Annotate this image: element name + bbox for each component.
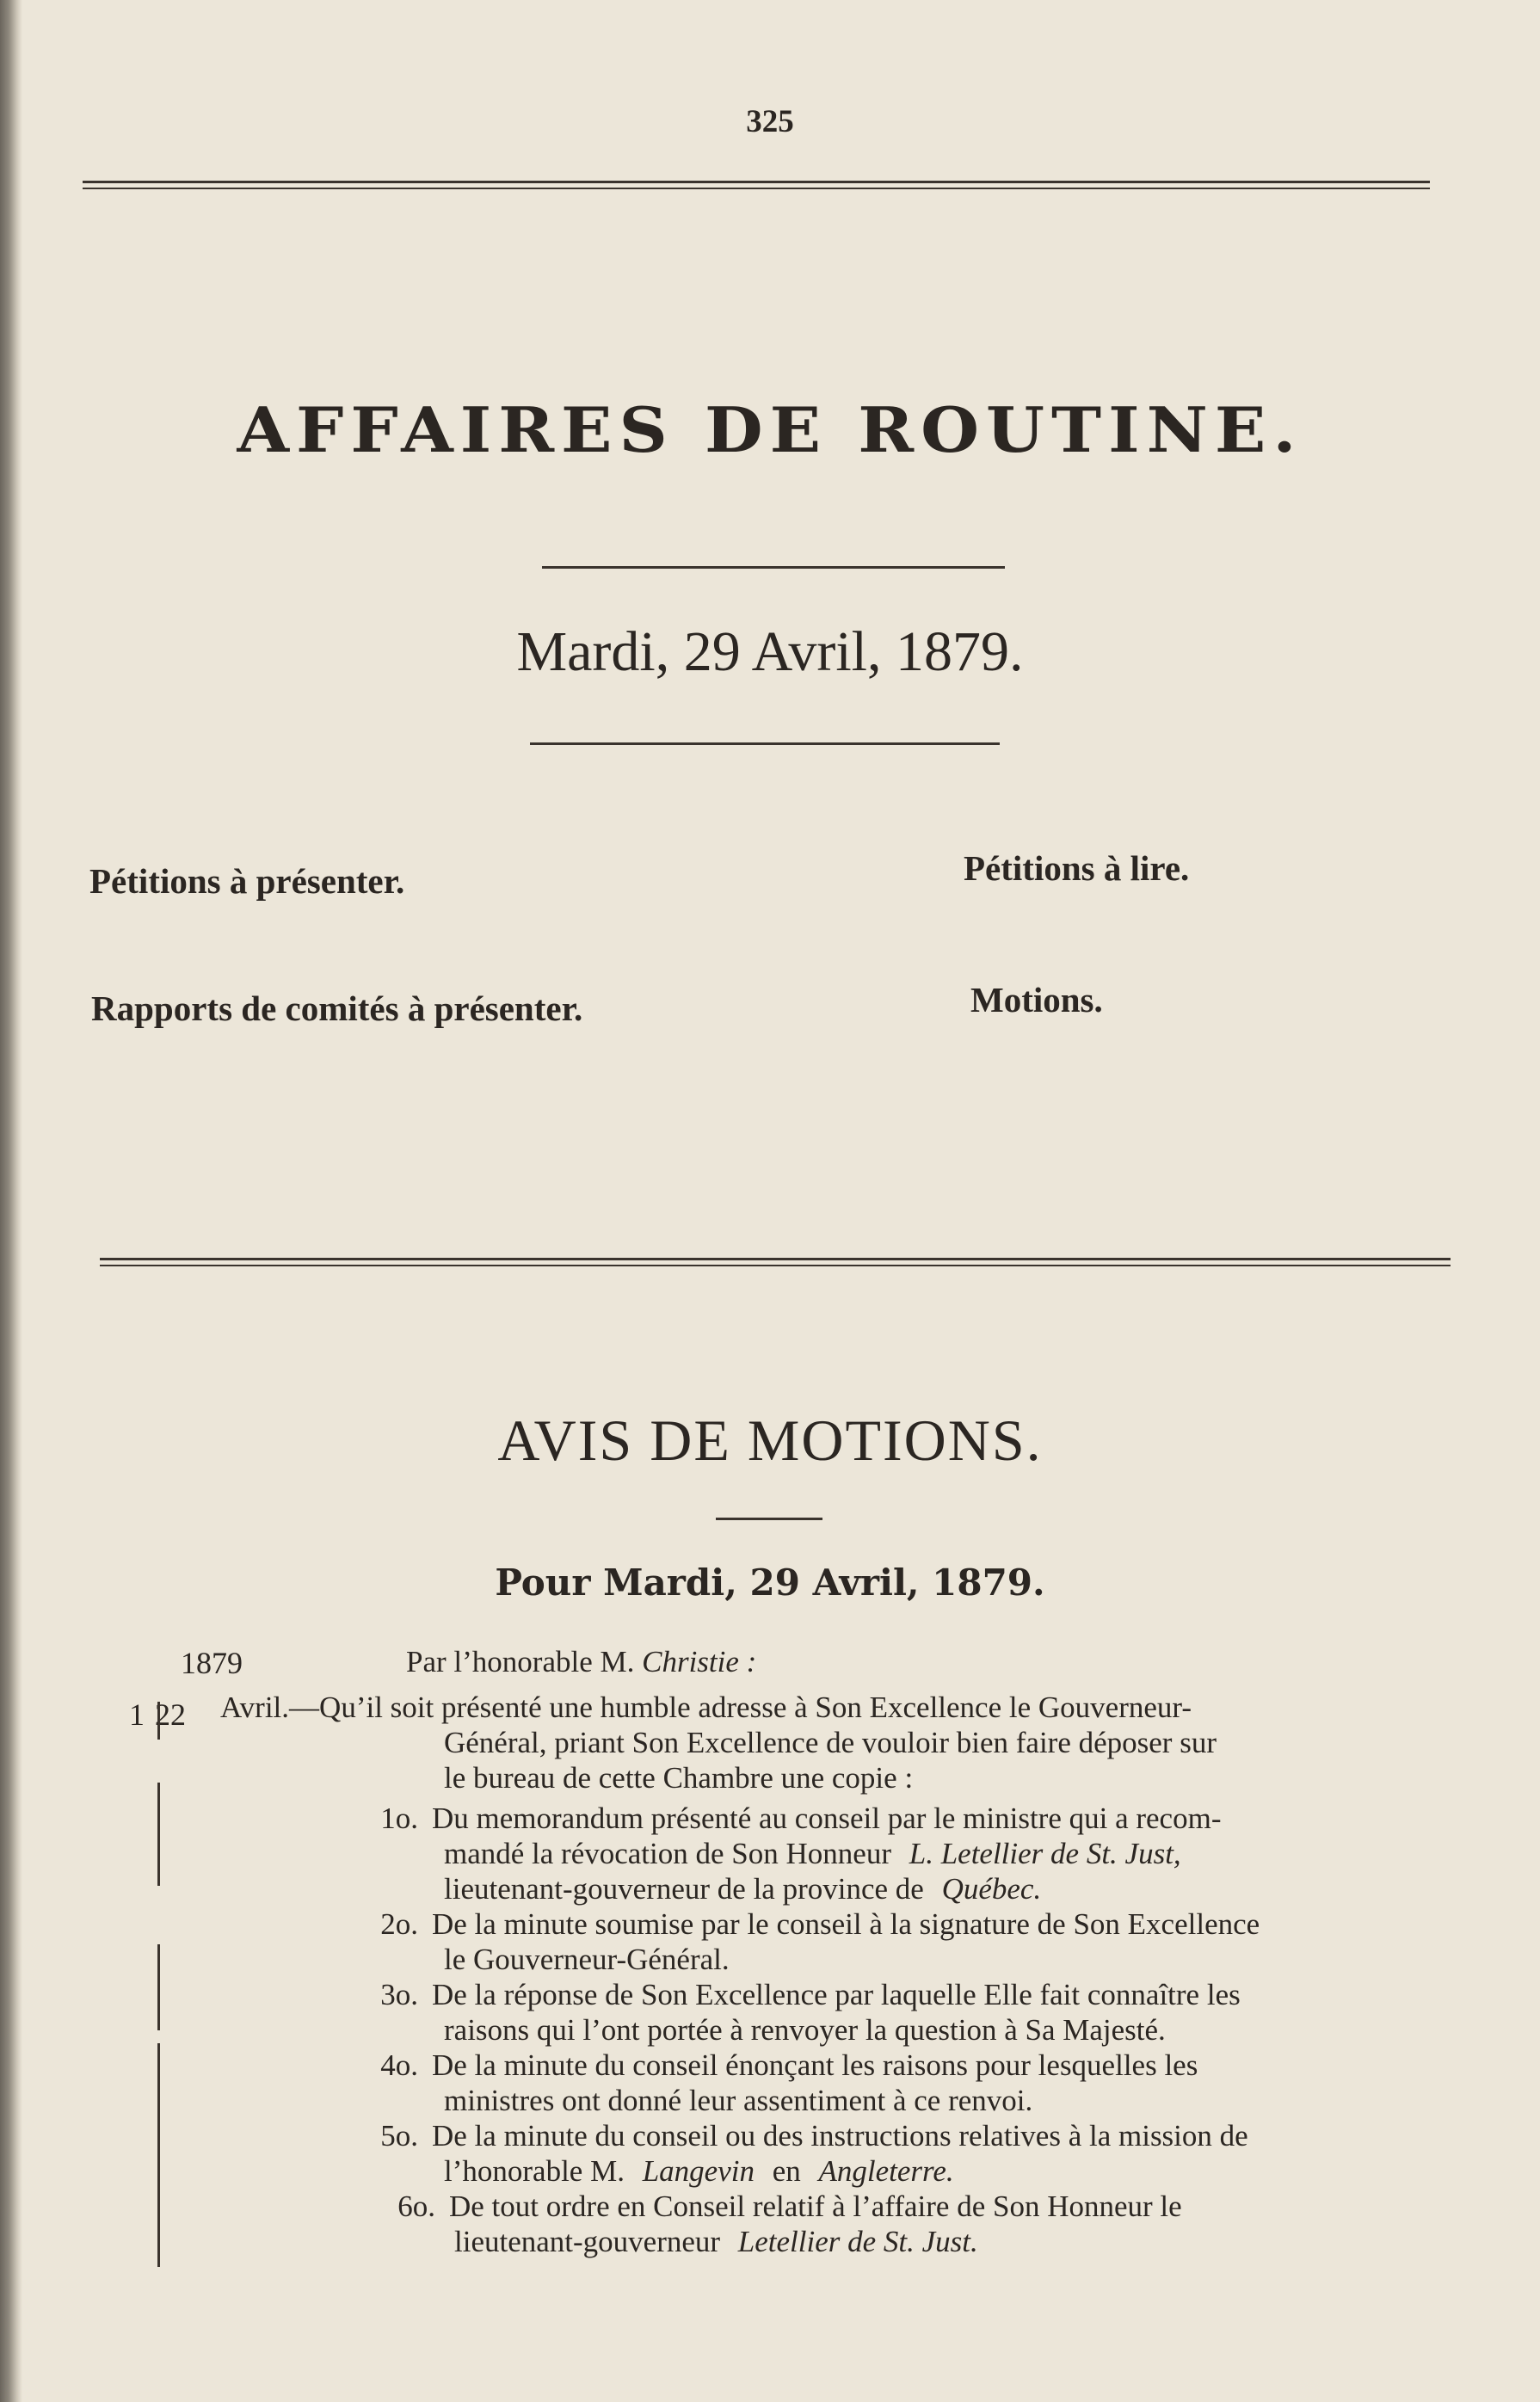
order-rapports-comites: Rapports de comités à présenter. — [91, 989, 583, 1028]
notice-item-1 — [353, 1802, 1454, 1836]
notice-item-5 — [353, 2119, 1454, 2153]
item-name: Letellier de St. Just. — [737, 2225, 978, 2258]
notice-first-line — [220, 1691, 1454, 1725]
notice-item-6-line-2 — [454, 2225, 1464, 2259]
notice-year: 1879 — [181, 1646, 243, 1680]
item-text: De la minute du conseil ou des instructions relatives à la mission de — [432, 2119, 1248, 2153]
avis-title: AVIS DE MOTIONS. — [497, 1407, 1043, 1473]
notice-text-line-3: le bureau de cette Chambre une copie : — [444, 1761, 914, 1795]
margin-bar-top — [157, 1702, 160, 1740]
item-name: L. Letellier de St. Just, — [909, 1837, 1181, 1870]
item-text: De la minute du conseil énonçant les raisons pour lesquelles les — [432, 2048, 1198, 2082]
page-number: 325 — [746, 104, 794, 139]
top-double-rule — [83, 181, 1430, 189]
item-number: 1o. — [380, 1802, 418, 1835]
item-number: 5o. — [380, 2119, 418, 2153]
mover-line — [406, 1645, 756, 1679]
item-text: en — [772, 2154, 801, 2188]
mover-name: Christie : — [642, 1645, 757, 1678]
item-text: De la réponse de Son Excellence par laquelle Elle fait connaître les — [432, 1978, 1241, 2011]
sitting-date: Mardi, 29 Avril, 1879. — [516, 620, 1024, 683]
notice-text-line-2: Général, priant Son Excellence de vouloir bien faire déposer sur — [444, 1726, 1217, 1759]
order-petitions-lire: Pétitions à lire. — [964, 848, 1190, 888]
margin-bar-2 — [157, 1783, 160, 1886]
item-number: 6o. — [397, 2190, 435, 2223]
notice-item-2-line-2: le Gouverneur-Général. — [444, 1943, 730, 1976]
notice-number: 1 — [129, 1697, 145, 1732]
notice-item-2 — [353, 1907, 1454, 1942]
notice-item-3-line-2: raisons qui l’ont portée à renvoyer la question à Sa Majesté. — [444, 2013, 1166, 2047]
page-binding-edge — [0, 0, 22, 2402]
avis-rule — [716, 1518, 822, 1520]
notice-item-4 — [353, 2048, 1454, 2083]
mover-prefix: Par l’honorable M. — [406, 1645, 635, 1678]
margin-bar-3 — [157, 1944, 160, 2030]
notice-date: 22 — [155, 1697, 186, 1732]
notice-item-5-line-2 — [444, 2154, 1454, 2189]
notice-item-1-line-3 — [444, 1872, 1454, 1906]
notice-day-heading: Pour Mardi, 29 Avril, 1879. — [495, 1561, 1045, 1604]
item-place: Angleterre. — [818, 2154, 954, 2188]
item-text: Du memorandum présenté au conseil par le ministre qui a recom- — [432, 1802, 1222, 1835]
notice-item-4-line-2: ministres ont donné leur assentiment à ce renvoi. — [444, 2084, 1033, 2117]
item-place: Québec. — [941, 1872, 1042, 1906]
item-text: De tout ordre en Conseil relatif à l’affaire de Son Honneur le — [449, 2190, 1182, 2223]
item-number: 2o. — [380, 1907, 418, 1941]
item-text: mandé la révocation de Son Honneur — [444, 1837, 891, 1870]
title-rule — [542, 566, 1005, 569]
item-text: lieutenant-gouverneur de la province de — [444, 1872, 924, 1906]
margin-bar-4 — [157, 2043, 160, 2267]
notice-text-line-1: Qu’il soit présenté une humble adresse à Son Excellence le Gouverneur- — [319, 1691, 1192, 1724]
item-text: lieutenant-gouverneur — [454, 2225, 721, 2258]
notice-item-6 — [353, 2190, 1454, 2224]
notice-item-3 — [353, 1978, 1454, 2012]
order-petitions-presenter: Pétitions à présenter. — [89, 861, 405, 901]
routine-title: AFFAIRES DE ROUTINE. — [237, 394, 1303, 467]
item-number: 3o. — [380, 1978, 418, 2011]
notice-month: Avril.— — [220, 1691, 320, 1724]
item-text: De la minute soumise par le conseil à la signature de Son Excellence — [432, 1907, 1260, 1941]
item-name: Langevin — [642, 2154, 755, 2188]
middle-double-rule — [100, 1258, 1451, 1266]
notice-item-1-line-2 — [444, 1837, 1454, 1871]
item-text: l’honorable M. — [444, 2154, 625, 2188]
date-rule — [530, 742, 1000, 745]
order-motions: Motions. — [970, 980, 1103, 1019]
item-number: 4o. — [380, 2048, 418, 2082]
